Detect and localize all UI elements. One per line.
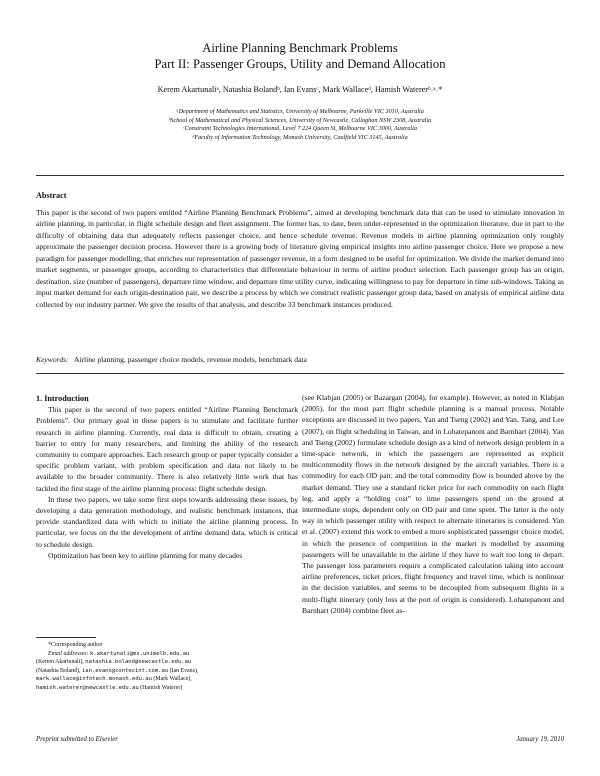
email-boland: natashia.boland@newcastle.edu.au	[85, 659, 192, 666]
footnote	[36, 641, 298, 693]
footnote-email-line-5: hamish.waterer@newcastle.edu.au (Hamish Waterer)	[36, 684, 183, 691]
intro-paragraph-2: In these two papers, we take some first steps towards addressing these issues, by developing a data generation methodology, and realistic benchmark instances, that provide standardized data with which to initiate the airline planning process. In particular, we focus on the the development of airline demand data, which is critical to schedule design.	[36, 494, 298, 549]
footnote-email-line-3: (Natashia Boland), ian.evans@contecint.com.au (Ian Evans),	[36, 667, 199, 674]
paper-title-line-2: Part II: Passenger Groups, Utility and Demand Allocation	[154, 57, 446, 71]
abstract-body: This paper is the second of two papers entitled “Airline Planning Benchmark Problems”, aimed at developing benchmark data that can be used to stimulate innovation in airline planning, in particular, in flight schedule design and fleet assignment. The former has, to date, been under-represented in the optimization literature, due in part to the difficulty of obtaining data that adequately reflects passenger choice, and hence schedule revenue. Revenue models in airline planning optimization only roughly approximate the passenger decision process. However there is a growing body of literature giving empirical insights into airline passenger choice. Here we propose a new paradigm for passenger modelling, that enriches our representation of passenger revenue, in a form designed to be useful for optimization. We divide the market demand into market segments, or passenger groups, according to characteristics that differentiate behaviour in terms of airline product selection. Each passenger group has an origin, destination, size (number of passengers), departure time window, and departure time utility curve, indicating willingness to pay for departure in time sub-windows. Taking as input market demand for each origin-destination pair, we describe a process by which we construct realistic passenger group data, based on analysis of empirical airline data collected by our industry partner. We give the results of that analysis, and describe 33 benchmark instances produced.	[36, 208, 564, 309]
affiliations	[0, 108, 600, 142]
footer-date: January 19, 2010	[516, 736, 564, 743]
section-heading: 1. Introduction	[36, 394, 89, 403]
email-waterer: hamish.waterer@newcastle.edu.au	[36, 684, 139, 691]
affiliation-c: ᶜConstraint Technologies International, Level 7 224 Queen St, Melbourne VIC 3000, Australia	[183, 125, 417, 133]
abstract-top-rule	[36, 175, 564, 176]
affiliation-a: ᵃDepartment of Mathematics and Statistics, University of Melbourne, Parkville VIC 3010, Australia	[176, 108, 424, 115]
left-column	[36, 393, 298, 561]
footer-preprint: Preprint submitted to Elsevier	[36, 736, 118, 743]
footnote-rule	[36, 637, 96, 638]
right-column-paragraph: (see Klabjan (2005) or Bazargan (2004), for example). However, as noted in Klabjan (2005), for the most part flight schedule planning is a manual process. Notable exceptions are discussed in two papers, Yan and Tseng (2002) and Yan, Tang, and Lee (2007), on flight scheduling in Taiwan, and in Lohatepanont and Barnhart (2004). Yan and Tseng (2002) formulate schedule design as a kind of network design problem in a time-space network, in which the passengers are represented as explicit multicommodity flows in the network designed by the aircraft variables. There is a commodity for each OD pair, and the total commodity flow is bounded above by the market demand. They use a standard ticket price for each commodity on each flight leg, and apply a “holding cost” to time passengers spend on the ground at intermediate stops, dependent only on OD pair and time spent. The latter is the only way in which passenger utility with respect to alternate itineraries is considered. Yan et al. (2007) extend this work to embed a more sophisticated passenger choice model, in which the presence of competition in the market is modelled by assuming passengers will be unavailable to the airline if they have to wait too long to depart. The passenger loss parameters require a complicated calculation taking into account airline preferences, ticket prices, flight frequency and travel time, which is nonlinear in the decision variables, and seems to be decoupled from subsequent flights in a multi-flight itinerary (only loss at the port of origin is considered). Lohatepanont and Barnhart (2004) combine fleet as-	[302, 393, 564, 615]
email-akartunali: k.akartunali@ms.unimelb.edu.au	[90, 650, 190, 657]
abstract-bottom-rule	[36, 373, 564, 374]
keywords-label: Keywords:	[36, 355, 69, 364]
footnote-corresponding: *Corresponding author	[48, 642, 103, 648]
paper-title-line-1: Airline Planning Benchmark Problems	[202, 41, 398, 55]
footnote-email-line-2: (Kerem Akartunali), natashia.boland@newcastle.edu.au	[36, 659, 192, 666]
right-column	[302, 392, 564, 616]
author-list: Kerem Akartunaliᵃ, Natashia Bolandᵇ, Ian Evansᶜ, Mark Wallaceᵈ, Hamish Watererᵇ˒ᵃ˒*	[157, 85, 443, 94]
footnote-email-line-4: mark.wallace@infotech.monash.edu.au (Mark Wallace),	[36, 676, 192, 683]
footnote-email-line-1	[36, 650, 298, 659]
affiliation-b: ᵇSchool of Mathematical and Physical Sciences, University of Newcastle, Callaghan NSW 2308, Australia	[168, 116, 432, 124]
email-evans: ian.evans@contecint.com.au	[81, 667, 169, 674]
email-wallace: mark.wallace@infotech.monash.edu.au	[36, 676, 152, 683]
intro-paragraph-3: Optimization has been key to airline planning for many decades	[48, 550, 243, 560]
intro-paragraph-1: This paper is the second of two papers entitled “Airline Planning Benchmark Problems”. Our primary goal in these papers is to stimulate and facilitate further research in airline planning. Currently, real data is difficult to obtain, creating a barrier to entry for many researchers, and limiting the ability of the research community to compare approaches. Each research group or paper typically consider a specific problem variant, with problem specification and data not likely to be available to the broader community. There is also relatively little work that has tackled the first stage of the airline planning process: flight schedule design.	[36, 405, 298, 493]
affiliation-d: ᵈFaculty of Information Technology, Monash University, Caulfield VIC 3145, Australia	[192, 133, 408, 141]
keywords-line	[36, 355, 564, 364]
footnote-email-label: Email addresses:	[48, 650, 89, 657]
keywords-text: Airline planning, passenger choice models, revenue models, benchmark data	[73, 355, 307, 364]
abstract-heading: Abstract	[36, 191, 67, 200]
